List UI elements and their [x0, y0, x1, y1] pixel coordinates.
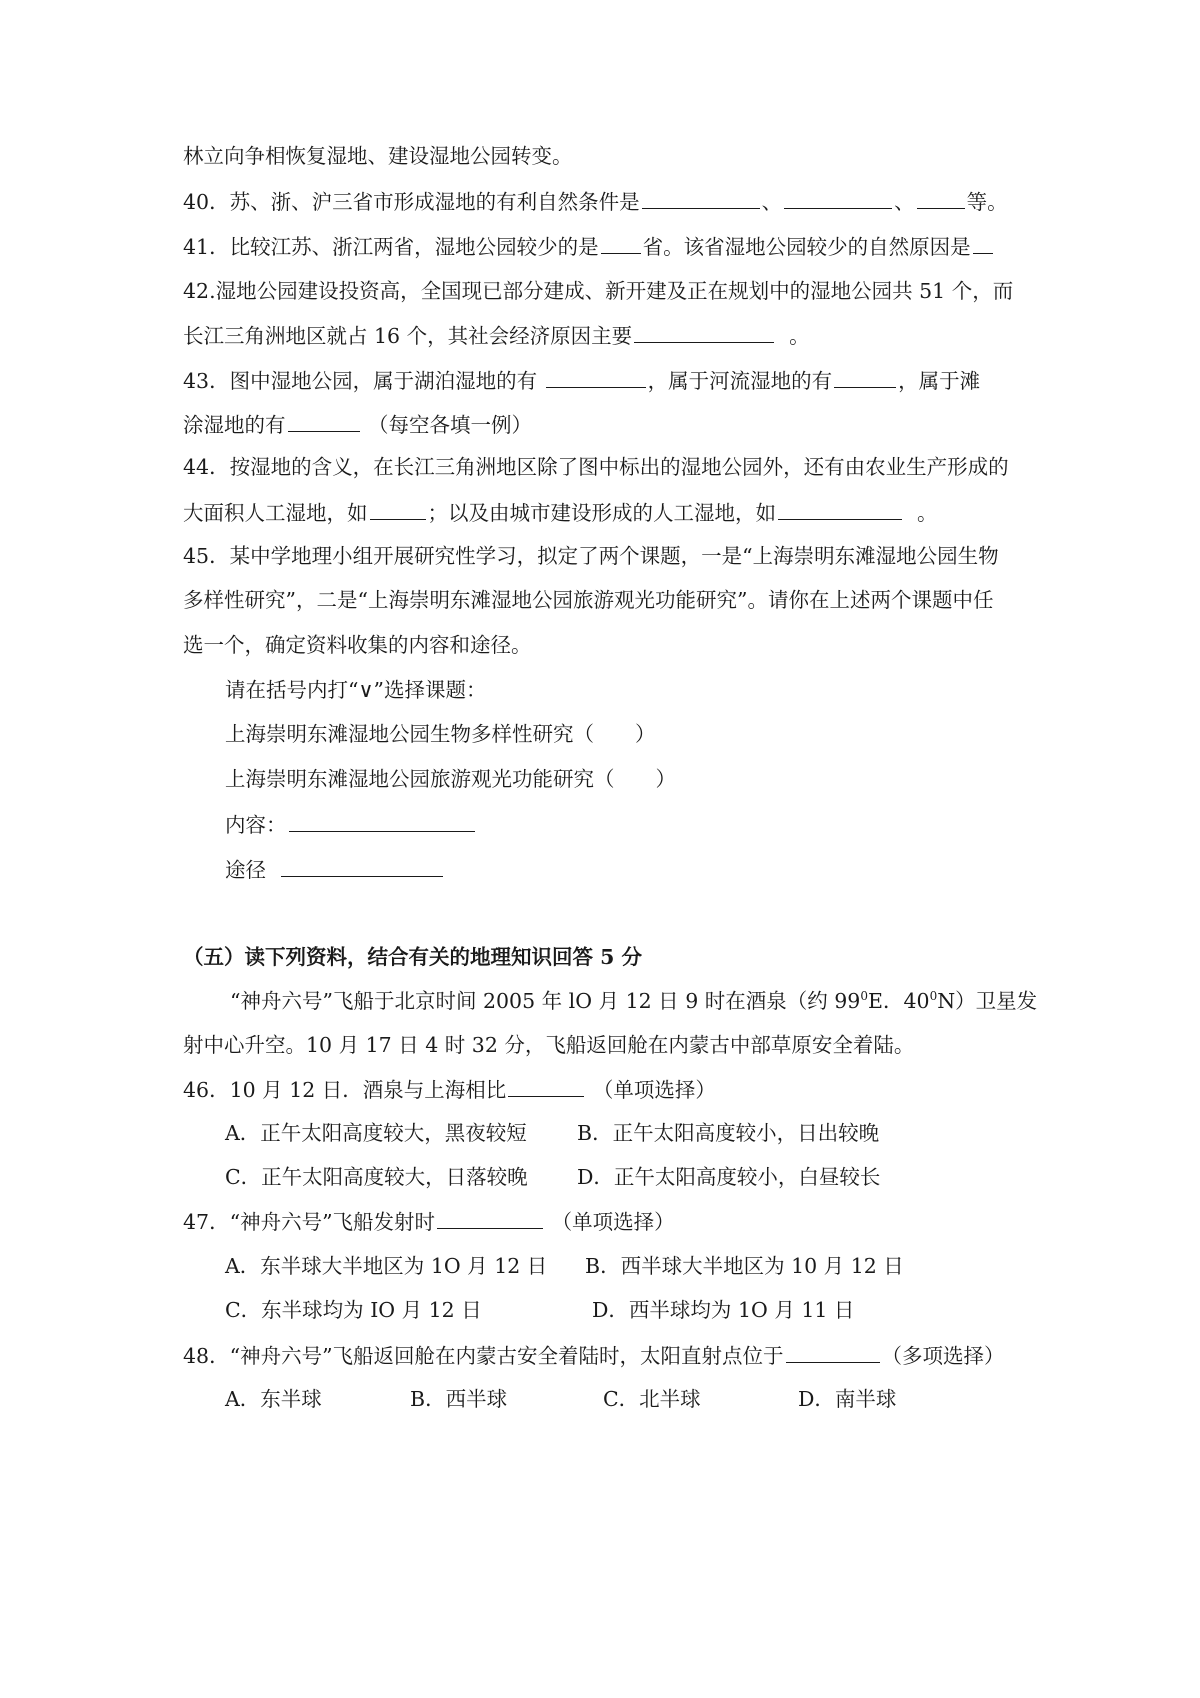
option-c[interactable] — [225, 1162, 528, 1192]
instruction — [225, 675, 1085, 705]
question-text: （多项选择） — [881, 1344, 1005, 1368]
option-a[interactable] — [225, 1251, 547, 1281]
question-text: ，属于河流湿地的有 — [647, 369, 833, 393]
material-paragraph-cont — [183, 1030, 1043, 1060]
answer-blank[interactable] — [634, 320, 774, 343]
question-text: 等。 — [966, 190, 1008, 214]
material-text: N）卫星发 — [937, 989, 1038, 1013]
text-line — [183, 141, 1043, 171]
question-42-cont — [183, 320, 1043, 350]
question-46 — [183, 1074, 1043, 1104]
answer-blank[interactable] — [546, 365, 646, 388]
option-d[interactable] — [798, 1384, 896, 1414]
option-d[interactable] — [592, 1295, 854, 1325]
topic-option-biodiversity[interactable] — [225, 719, 1085, 749]
question-text: ；以及由城市建设形成的人工湿地，如 — [427, 501, 776, 525]
answer-blank[interactable] — [642, 186, 760, 209]
question-text: 选一个，确定资料收集的内容和途径。 — [183, 633, 532, 657]
option-d[interactable] — [577, 1162, 880, 1192]
question-41 — [183, 231, 1043, 261]
option-label: D．南半球 — [798, 1387, 897, 1411]
field-label: 内容： — [225, 813, 287, 837]
option-label: A．正午太阳高度较大，黑夜较短 — [225, 1121, 527, 1145]
option-label: A．东半球 — [225, 1387, 322, 1411]
section-title: （五）读下列资料，结合有关的地理知识回答 5 分 — [183, 945, 643, 969]
question-text: 40．苏、浙、沪三省市形成湿地的有利自然条件是 — [183, 190, 640, 214]
question-text: 41．比较江苏、浙江两省，湿地公园较少的是 — [183, 235, 599, 259]
topic-option-label: 上海崇明东滩湿地公园生物多样性研究（ ） — [225, 722, 656, 746]
option-label: B．西半球 — [410, 1387, 508, 1411]
option-label: C．东半球均为 IO 月 12 日 — [225, 1298, 482, 1322]
question-text: 42.湿地公园建设投资高，全国现已部分建成、新开建及正在规划中的湿地公园共 51 个，而 — [183, 279, 1014, 303]
field-label: 途径 — [225, 858, 266, 882]
option-c[interactable] — [603, 1384, 701, 1414]
topic-option-tourism[interactable] — [225, 764, 1085, 794]
question-40 — [183, 186, 1043, 216]
answer-blank[interactable] — [288, 409, 360, 432]
question-45-cont — [183, 630, 1043, 660]
degree-mark: 0 — [860, 989, 868, 1003]
question-text: （单项选择） — [592, 1078, 716, 1102]
question-text: 47．“神舟六号”飞船发射时 — [183, 1210, 436, 1234]
option-a[interactable] — [225, 1118, 527, 1148]
option-label: A．东半球大半地区为 1O 月 12 日 — [225, 1254, 548, 1278]
option-a[interactable] — [225, 1384, 322, 1414]
question-43 — [183, 365, 1043, 395]
question-text: 。 — [917, 501, 938, 525]
option-c[interactable] — [225, 1295, 482, 1325]
degree-mark: 0 — [929, 989, 938, 1003]
separator: 、 — [894, 190, 915, 214]
option-label: C．北半球 — [603, 1387, 701, 1411]
answer-blank[interactable] — [784, 186, 892, 209]
material-paragraph — [230, 986, 1050, 1016]
question-text: 多样性研究”，二是“上海崇明东滩湿地公园旅游观光功能研究”。请你在上述两个课题中任 — [183, 588, 994, 612]
question-text: 长江三角洲地区就占 16 个，其社会经济原因主要 — [183, 324, 633, 348]
question-text: 涂湿地的有 — [183, 413, 286, 437]
option-label: B．正午太阳高度较小，日出较晚 — [577, 1121, 880, 1145]
question-text: 46．10 月 12 日．酒泉与上海相比 — [183, 1078, 507, 1102]
answer-blank[interactable] — [289, 809, 475, 832]
option-b[interactable] — [410, 1384, 507, 1414]
question-text: 大面积人工湿地，如 — [183, 501, 368, 525]
answer-blank[interactable] — [437, 1206, 543, 1229]
option-b[interactable] — [585, 1251, 904, 1281]
answer-blank[interactable] — [778, 497, 902, 520]
question-44-cont — [183, 497, 1043, 527]
question-text: 44．按湿地的含义，在长江三角洲地区除了图中标出的湿地公园外，还有由农业生产形成的 — [183, 455, 1009, 479]
question-text: ，属于滩 — [898, 369, 981, 393]
option-label: D．正午太阳高度较小，白昼较长 — [577, 1165, 881, 1189]
section-heading — [183, 942, 1043, 972]
question-45 — [183, 541, 1043, 571]
question-43-cont — [183, 409, 1043, 439]
question-text: （单项选择） — [551, 1210, 675, 1234]
separator: 、 — [761, 190, 783, 214]
answer-blank[interactable] — [508, 1074, 584, 1097]
answer-blank[interactable] — [281, 854, 443, 877]
answer-blank[interactable] — [973, 231, 993, 254]
paragraph-text: 林立向争相恢复湿地、建设湿地公园转变。 — [183, 144, 573, 168]
question-text: 。 — [789, 324, 810, 348]
question-42 — [183, 276, 1043, 306]
answer-blank[interactable] — [370, 497, 426, 520]
option-label: D．西半球均为 1O 月 11 日 — [592, 1298, 855, 1322]
question-48 — [183, 1340, 1043, 1370]
answer-blank[interactable] — [601, 231, 641, 254]
option-label: B．西半球大半地区为 10 月 12 日 — [585, 1254, 904, 1278]
content-field — [225, 809, 1085, 839]
question-45-cont — [183, 585, 1043, 615]
answer-blank[interactable] — [786, 1340, 880, 1363]
material-text: 射中心升空。10 月 17 日 4 时 32 分，飞船返回舱在内蒙古中部草原安全着陆。 — [183, 1033, 915, 1057]
material-text: “神舟六号”飞船于北京时间 2005 年 lO 月 12 日 9 时在酒泉（约 99 — [230, 989, 861, 1013]
option-b[interactable] — [577, 1118, 879, 1148]
question-47 — [183, 1206, 1043, 1236]
option-label: C．正午太阳高度较大，日落较晚 — [225, 1165, 528, 1189]
instruction-text: 请在括号内打“∨”选择课题： — [225, 678, 487, 702]
question-text: 45．某中学地理小组开展研究性学习，拟定了两个课题，一是“上海崇明东滩湿地公园生物 — [183, 544, 999, 568]
material-text: E．40 — [868, 989, 930, 1013]
question-text: 省。该省湿地公园较少的自然原因是 — [642, 235, 971, 259]
answer-blank[interactable] — [917, 186, 965, 209]
topic-option-label: 上海崇明东滩湿地公园旅游观光功能研究（ ） — [225, 767, 676, 791]
question-44 — [183, 452, 1043, 482]
question-text: （每空各填一例） — [368, 413, 533, 437]
approach-field — [225, 854, 1085, 884]
question-text: 43．图中湿地公园，属于湖泊湿地的有 — [183, 369, 538, 393]
question-text: 48．“神舟六号”飞船返回舱在内蒙古安全着陆时，太阳直射点位于 — [183, 1344, 784, 1368]
answer-blank[interactable] — [834, 365, 896, 388]
